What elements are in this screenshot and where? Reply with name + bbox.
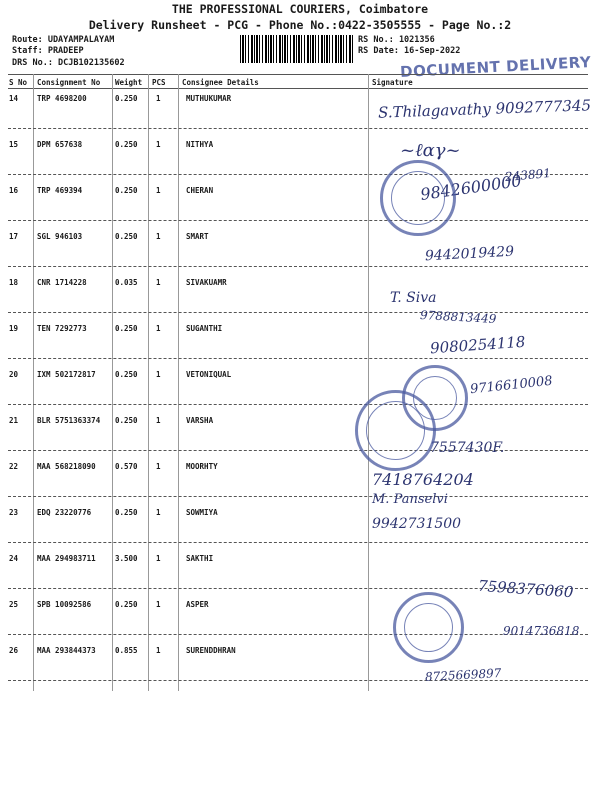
row-sno: 15	[9, 140, 19, 149]
row-consignee: SUGANTHI	[186, 324, 223, 333]
row-pcs: 1	[156, 554, 161, 563]
signature-row-20: 9716610008	[469, 373, 554, 398]
signature-row-25: 9014736818	[503, 624, 580, 638]
route-label: Route: UDAYAMPALAYAM	[12, 35, 115, 45]
row-weight: 0.250	[115, 140, 138, 149]
row-separator	[8, 542, 588, 543]
signature-row-23: 9942731500	[372, 516, 462, 532]
signature-row-26: 8725669897	[424, 666, 502, 684]
signature-row-24: 7598376060	[477, 576, 574, 602]
runsheet-subtitle: Delivery Runsheet - PCG - Phone No.:0422-3505555 - Page No.:2	[88, 18, 512, 32]
row-separator	[8, 312, 588, 313]
row-separator	[8, 680, 588, 681]
row-consignment-no: TRP 469394	[37, 186, 83, 195]
row-consignee: MUTHUKUMAR	[186, 94, 232, 103]
staff-label: Staff: PRADEEP	[12, 46, 84, 56]
row-consignee: VETONIQUAL	[186, 370, 232, 379]
signature-row-22-phone: 7418764204	[372, 470, 474, 489]
row-consignment-no: TEN 7292773	[37, 324, 87, 333]
table-header-border	[8, 88, 588, 89]
row-sno: 19	[9, 324, 19, 333]
row-weight: 0.250	[115, 370, 138, 379]
signature-row-19: 9080254118	[429, 332, 526, 358]
row-consignment-no: SPB 10092586	[37, 600, 92, 609]
barcode	[240, 35, 353, 63]
row-separator	[8, 266, 588, 267]
row-weight: 0.250	[115, 94, 138, 103]
signature-row-22-name: M. Panselvi	[372, 492, 448, 507]
row-sno: 20	[9, 370, 19, 379]
company-seal	[380, 160, 456, 236]
row-sno: 23	[9, 508, 19, 517]
table-top-border	[8, 74, 588, 75]
row-consignee: SOWMIYA	[186, 508, 218, 517]
row-weight: 0.250	[115, 508, 138, 517]
row-consignee: CHERAN	[186, 186, 214, 195]
row-consignment-no: CNR 1714228	[37, 278, 87, 287]
row-separator	[8, 358, 588, 359]
row-sno: 16	[9, 186, 19, 195]
column-header-pcs: PCS	[152, 78, 166, 87]
column-divider	[112, 74, 113, 691]
row-consignment-no: MAA 293844373	[37, 646, 96, 655]
row-separator	[8, 220, 588, 221]
row-weight: 0.570	[115, 462, 138, 471]
row-pcs: 1	[156, 600, 161, 609]
row-pcs: 1	[156, 94, 161, 103]
row-sno: 21	[9, 416, 19, 425]
row-pcs: 1	[156, 416, 161, 425]
row-consignment-no: SGL 946103	[37, 232, 83, 241]
row-sno: 17	[9, 232, 19, 241]
column-header-weight: Weight	[115, 78, 143, 87]
signature-row-14: S.Thilagavathy 9092777345	[377, 96, 592, 122]
row-weight: 0.250	[115, 186, 138, 195]
row-consignee: SURENDDHRAN	[186, 646, 236, 655]
signature-row-21: 7557430F.	[430, 440, 505, 456]
row-pcs: 1	[156, 278, 161, 287]
column-header-consignee: Consignee Details	[182, 78, 259, 87]
row-weight: 3.500	[115, 554, 138, 563]
rs-date: RS Date: 16-Sep-2022	[358, 46, 461, 56]
signature-row-16: 9842600000	[419, 171, 523, 204]
row-sno: 14	[9, 94, 19, 103]
row-weight: 0.250	[115, 600, 138, 609]
row-pcs: 1	[156, 232, 161, 241]
column-header-consignment: Consignment No	[37, 78, 101, 87]
row-weight: 0.250	[115, 232, 138, 241]
row-consignment-no: EDQ 23220776	[37, 508, 92, 517]
row-separator	[8, 496, 588, 497]
row-weight: 0.855	[115, 646, 138, 655]
row-weight: 0.035	[115, 278, 138, 287]
row-consignee: MOORHTY	[186, 462, 218, 471]
row-separator	[8, 634, 588, 635]
runsheet-title: THE PROFESSIONAL COURIERS, Coimbatore	[171, 2, 429, 16]
document-delivery-stamp: DOCUMENT DELIVERY	[399, 53, 592, 81]
drs-number: DRS No.: DCJB102135602	[12, 58, 125, 68]
row-separator	[8, 404, 588, 405]
row-consignment-no: MAA 568218090	[37, 462, 96, 471]
column-divider	[148, 74, 149, 691]
rs-number: RS No.: 1021356	[358, 35, 435, 45]
company-seal	[393, 592, 464, 663]
row-consignment-no: BLR 5751363374	[37, 416, 101, 425]
row-pcs: 1	[156, 324, 161, 333]
row-pcs: 1	[156, 508, 161, 517]
column-divider	[368, 74, 369, 691]
signature-row-16-extra: 243891	[504, 166, 552, 184]
row-consignment-no: TRP 4698200	[37, 94, 87, 103]
row-sno: 26	[9, 646, 19, 655]
column-header-sno: S No	[9, 78, 28, 87]
row-consignee: NITHYA	[186, 140, 214, 149]
row-weight: 0.250	[115, 416, 138, 425]
row-sno: 25	[9, 600, 19, 609]
row-separator	[8, 128, 588, 129]
signature-row-17: 9442019429	[424, 243, 515, 265]
row-sno: 18	[9, 278, 19, 287]
row-consignee: VARSHA	[186, 416, 214, 425]
row-pcs: 1	[156, 140, 161, 149]
row-pcs: 1	[156, 646, 161, 655]
row-consignment-no: IXM 502172817	[37, 370, 96, 379]
column-header-signature: Signature	[372, 78, 413, 87]
signature-row-18-name: T. Siva	[390, 290, 437, 306]
row-consignee: ASPER	[186, 600, 209, 609]
row-consignee: SAKTHI	[186, 554, 214, 563]
row-consignment-no: MAA 294983711	[37, 554, 96, 563]
column-divider	[33, 74, 34, 691]
signature-scribble: ~ℓαγ~	[400, 140, 461, 161]
signature-row-18-phone: 9788813449	[419, 308, 497, 326]
row-sno: 22	[9, 462, 19, 471]
row-consignee: SMART	[186, 232, 209, 241]
row-consignee: SIVAKUAMR	[186, 278, 227, 287]
row-consignment-no: DPM 657638	[37, 140, 83, 149]
row-weight: 0.250	[115, 324, 138, 333]
row-pcs: 1	[156, 462, 161, 471]
column-divider	[178, 74, 179, 691]
row-pcs: 1	[156, 186, 161, 195]
row-sno: 24	[9, 554, 19, 563]
company-seal	[355, 390, 436, 471]
row-pcs: 1	[156, 370, 161, 379]
